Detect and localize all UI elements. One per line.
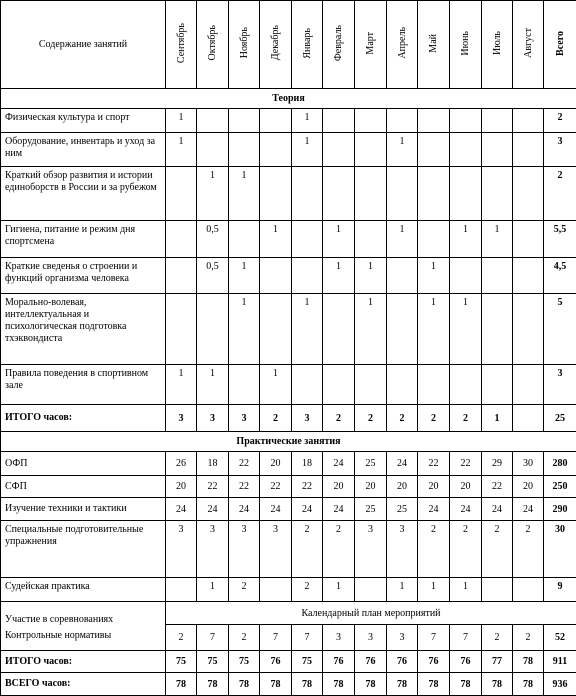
month-value	[323, 294, 355, 365]
month-value	[292, 258, 323, 294]
month-value: 24	[450, 498, 482, 521]
month-value: 22	[292, 476, 323, 498]
row-label: Специальные подготовительные упражнения	[1, 521, 166, 578]
competitions-label-1: Участие в соревнованиях	[5, 614, 161, 626]
month-value	[166, 221, 197, 258]
month-value: 2	[482, 625, 513, 651]
month-value: 2	[513, 521, 544, 578]
month-value: 1	[418, 294, 450, 365]
month-value: 78	[513, 651, 544, 673]
month-value	[513, 405, 544, 432]
month-value: 2	[418, 405, 450, 432]
month-value: 3	[166, 521, 197, 578]
month-value: 2	[355, 405, 387, 432]
month-value	[166, 294, 197, 365]
month-value: 2	[323, 405, 355, 432]
section-title: Практические занятия	[1, 432, 576, 452]
row-label: Изучение техники и тактики	[1, 498, 166, 521]
theory-row	[1, 365, 576, 405]
month-value: 78	[418, 673, 450, 696]
month-value	[513, 578, 544, 602]
month-value: 18	[292, 452, 323, 476]
row-total: 9	[544, 578, 576, 602]
month-value	[513, 221, 544, 258]
month-value: 1	[229, 294, 260, 365]
theory-row	[1, 109, 576, 133]
row-total: 2	[544, 109, 576, 133]
practice-row	[1, 498, 576, 521]
month-value: 1	[450, 221, 482, 258]
month-value: 2	[229, 625, 260, 651]
month-value	[355, 133, 387, 167]
row-total: 290	[544, 498, 576, 521]
month-value: 3	[229, 521, 260, 578]
month-value: 2	[292, 578, 323, 602]
month-value: 1	[450, 294, 482, 365]
month-value	[450, 258, 482, 294]
month-value: 0,5	[197, 258, 229, 294]
row-label: Оборудование, инвентарь и уход за ним	[1, 133, 166, 167]
month-value: 76	[418, 651, 450, 673]
month-value	[166, 578, 197, 602]
row-label: Гигиена, питание и режим дня спортсмена	[1, 221, 166, 258]
month-value	[482, 109, 513, 133]
month-label: Январь	[302, 28, 313, 59]
month-value: 1	[166, 109, 197, 133]
month-value: 1	[292, 294, 323, 365]
practice-summary-row	[1, 651, 576, 673]
row-label: ВСЕГО часов:	[1, 673, 166, 696]
month-value	[418, 365, 450, 405]
theory-row	[1, 167, 576, 221]
month-value: 7	[450, 625, 482, 651]
month-value	[482, 167, 513, 221]
month-value: 1	[229, 258, 260, 294]
content-header: Содержание занятий	[1, 1, 166, 89]
month-value: 1	[387, 578, 418, 602]
month-value: 1	[482, 405, 513, 432]
month-value: 2	[292, 521, 323, 578]
month-value	[323, 167, 355, 221]
row-total: 250	[544, 476, 576, 498]
month-value: 2	[450, 521, 482, 578]
month-value: 1	[323, 578, 355, 602]
grand-total-row	[1, 673, 576, 696]
month-value: 2	[323, 521, 355, 578]
month-header	[197, 1, 229, 89]
month-value	[418, 109, 450, 133]
month-value: 22	[482, 476, 513, 498]
month-value: 1	[197, 167, 229, 221]
month-value: 7	[197, 625, 229, 651]
month-value	[355, 167, 387, 221]
row-total: 25	[544, 405, 576, 432]
month-value: 3	[197, 521, 229, 578]
month-header	[260, 1, 292, 89]
month-value: 1	[387, 221, 418, 258]
month-value	[513, 167, 544, 221]
month-value	[387, 365, 418, 405]
month-value: 1	[260, 365, 292, 405]
month-value	[513, 294, 544, 365]
month-value	[450, 167, 482, 221]
month-value	[260, 294, 292, 365]
month-value	[450, 109, 482, 133]
month-value: 24	[387, 452, 418, 476]
month-value	[260, 109, 292, 133]
month-value: 24	[418, 498, 450, 521]
month-value: 22	[418, 452, 450, 476]
month-value	[482, 133, 513, 167]
month-value: 2	[260, 405, 292, 432]
month-value: 76	[387, 651, 418, 673]
month-value: 3	[387, 521, 418, 578]
month-value	[482, 578, 513, 602]
month-value: 20	[166, 476, 197, 498]
month-value: 1	[323, 258, 355, 294]
month-value	[513, 133, 544, 167]
competitions-label-2: Контрольные нормативы	[5, 630, 161, 642]
month-value: 78	[166, 673, 197, 696]
row-total: 4,5	[544, 258, 576, 294]
month-value: 1	[482, 221, 513, 258]
month-label: Февраль	[333, 25, 344, 61]
row-label: Правила поведения в спортивном зале	[1, 365, 166, 405]
row-total: 5	[544, 294, 576, 365]
month-value: 78	[513, 673, 544, 696]
month-value	[229, 221, 260, 258]
month-value	[387, 258, 418, 294]
row-label: Судейская практика	[1, 578, 166, 602]
row-total: 5,5	[544, 221, 576, 258]
month-value: 78	[387, 673, 418, 696]
month-value: 3	[292, 405, 323, 432]
month-value: 7	[260, 625, 292, 651]
month-value	[229, 365, 260, 405]
month-value: 1	[418, 578, 450, 602]
practice-row	[1, 578, 576, 602]
month-value: 26	[166, 452, 197, 476]
row-total: 3	[544, 365, 576, 405]
row-label: СФП	[1, 476, 166, 498]
month-value: 78	[323, 673, 355, 696]
month-header	[323, 1, 355, 89]
month-value	[323, 365, 355, 405]
row-total: 30	[544, 521, 576, 578]
month-value: 78	[292, 673, 323, 696]
total-label: Всего	[555, 31, 566, 56]
month-header	[418, 1, 450, 89]
row-total: 280	[544, 452, 576, 476]
month-value	[197, 133, 229, 167]
month-value	[323, 109, 355, 133]
month-value: 77	[482, 651, 513, 673]
month-value	[260, 167, 292, 221]
month-value	[166, 258, 197, 294]
header-row	[1, 1, 576, 89]
month-value	[513, 365, 544, 405]
row-label: ОФП	[1, 452, 166, 476]
month-value: 78	[197, 673, 229, 696]
month-value: 20	[387, 476, 418, 498]
month-label: Апрель	[397, 27, 408, 59]
month-value: 22	[197, 476, 229, 498]
month-value: 24	[166, 498, 197, 521]
month-value: 20	[513, 476, 544, 498]
practice-row	[1, 476, 576, 498]
month-value: 22	[450, 452, 482, 476]
month-value: 24	[323, 498, 355, 521]
total-header	[544, 1, 576, 89]
month-value: 75	[166, 651, 197, 673]
month-value	[418, 221, 450, 258]
month-value: 1	[260, 221, 292, 258]
month-value	[292, 221, 323, 258]
month-value: 1	[166, 133, 197, 167]
practice-row	[1, 521, 576, 578]
month-value: 7	[418, 625, 450, 651]
month-value: 22	[229, 452, 260, 476]
month-header	[513, 1, 544, 89]
month-value: 78	[355, 673, 387, 696]
row-total: 936	[544, 673, 576, 696]
row-total: 3	[544, 133, 576, 167]
row-label: ИТОГО часов:	[1, 405, 166, 432]
month-value: 3	[166, 405, 197, 432]
month-value: 3	[355, 521, 387, 578]
month-value: 24	[229, 498, 260, 521]
month-value: 0,5	[197, 221, 229, 258]
month-value: 1	[355, 294, 387, 365]
month-value: 7	[292, 625, 323, 651]
competitions-label	[1, 602, 166, 651]
month-value: 76	[355, 651, 387, 673]
row-label: Морально-волевая, интеллектуальная и психологическая подготовка тхэквондиста	[1, 294, 166, 365]
row-total: 911	[544, 651, 576, 673]
month-value: 78	[450, 673, 482, 696]
month-value: 76	[323, 651, 355, 673]
month-label: Ноябрь	[239, 27, 250, 58]
month-value: 24	[323, 452, 355, 476]
month-header	[482, 1, 513, 89]
month-label: Июль	[492, 31, 503, 55]
month-value	[260, 133, 292, 167]
month-header	[292, 1, 323, 89]
month-label: Март	[365, 32, 376, 55]
month-value: 78	[482, 673, 513, 696]
month-value: 1	[166, 365, 197, 405]
month-value	[482, 258, 513, 294]
month-value	[260, 258, 292, 294]
month-value: 2	[450, 405, 482, 432]
month-value: 20	[418, 476, 450, 498]
row-label: Краткие сведенья о строении и функций организма человека	[1, 258, 166, 294]
month-value: 3	[355, 625, 387, 651]
month-value: 1	[450, 578, 482, 602]
month-header	[166, 1, 197, 89]
month-value: 75	[229, 651, 260, 673]
row-label: Краткий обзор развития и истории единоборств в России и за рубежом	[1, 167, 166, 221]
month-value: 1	[292, 109, 323, 133]
month-label: Декабрь	[270, 25, 281, 60]
month-label: Сентябрь	[176, 23, 187, 63]
month-value: 78	[260, 673, 292, 696]
month-value	[450, 365, 482, 405]
month-value: 25	[387, 498, 418, 521]
month-value	[513, 258, 544, 294]
theory-row	[1, 221, 576, 258]
month-value: 20	[355, 476, 387, 498]
month-value: 3	[229, 405, 260, 432]
month-value: 25	[355, 452, 387, 476]
practice-row	[1, 452, 576, 476]
month-value: 20	[450, 476, 482, 498]
theory-summary-row	[1, 405, 576, 432]
month-value: 24	[260, 498, 292, 521]
theory-row	[1, 258, 576, 294]
month-value	[197, 294, 229, 365]
month-value	[355, 365, 387, 405]
row-label: ИТОГО часов:	[1, 651, 166, 673]
month-value: 75	[197, 651, 229, 673]
month-value	[229, 109, 260, 133]
month-value: 24	[292, 498, 323, 521]
month-value: 1	[197, 578, 229, 602]
practice-section-row	[1, 432, 576, 452]
theory-row	[1, 294, 576, 365]
month-value: 75	[292, 651, 323, 673]
theory-row	[1, 133, 576, 167]
month-value: 2	[166, 625, 197, 651]
month-label: Август	[523, 28, 534, 58]
month-value: 24	[482, 498, 513, 521]
row-total: 2	[544, 167, 576, 221]
row-total: 52	[544, 625, 576, 651]
month-value: 1	[418, 258, 450, 294]
month-value: 1	[387, 133, 418, 167]
month-value	[450, 133, 482, 167]
month-value: 76	[450, 651, 482, 673]
month-value: 2	[482, 521, 513, 578]
month-value: 20	[260, 452, 292, 476]
month-header	[355, 1, 387, 89]
month-value: 1	[355, 258, 387, 294]
month-value: 29	[482, 452, 513, 476]
month-value	[355, 578, 387, 602]
month-value	[418, 133, 450, 167]
month-label: Октябрь	[207, 25, 218, 60]
month-value: 76	[260, 651, 292, 673]
month-value: 1	[197, 365, 229, 405]
month-value: 18	[197, 452, 229, 476]
month-value	[197, 109, 229, 133]
month-value	[229, 133, 260, 167]
month-value	[482, 294, 513, 365]
month-value: 25	[355, 498, 387, 521]
month-value: 1	[229, 167, 260, 221]
month-value: 1	[323, 221, 355, 258]
month-label: Май	[428, 34, 439, 53]
month-value: 2	[418, 521, 450, 578]
month-value: 20	[323, 476, 355, 498]
month-value	[323, 133, 355, 167]
month-value: 3	[260, 521, 292, 578]
month-value: 30	[513, 452, 544, 476]
month-value: 3	[323, 625, 355, 651]
month-value	[292, 365, 323, 405]
month-header	[387, 1, 418, 89]
month-value: 3	[387, 625, 418, 651]
month-value	[166, 167, 197, 221]
month-value: 24	[513, 498, 544, 521]
competitions-row	[1, 602, 576, 625]
month-header	[229, 1, 260, 89]
month-label: Июнь	[460, 31, 471, 56]
month-value	[355, 221, 387, 258]
month-value	[387, 294, 418, 365]
month-value	[387, 109, 418, 133]
month-value: 2	[513, 625, 544, 651]
month-value	[260, 578, 292, 602]
month-value: 1	[292, 133, 323, 167]
calendar-note: Календарный план мероприятий	[166, 602, 576, 625]
month-value: 2	[387, 405, 418, 432]
month-header	[450, 1, 482, 89]
month-value	[513, 109, 544, 133]
month-value	[418, 167, 450, 221]
month-value	[482, 365, 513, 405]
month-value: 2	[229, 578, 260, 602]
month-value: 24	[197, 498, 229, 521]
month-value: 22	[260, 476, 292, 498]
month-value	[292, 167, 323, 221]
theory-section-row	[1, 89, 576, 109]
section-title: Теория	[1, 89, 576, 109]
month-value: 78	[229, 673, 260, 696]
month-value: 3	[197, 405, 229, 432]
month-value	[355, 109, 387, 133]
month-value	[387, 167, 418, 221]
month-value: 22	[229, 476, 260, 498]
row-label: Физическая культура и спорт	[1, 109, 166, 133]
